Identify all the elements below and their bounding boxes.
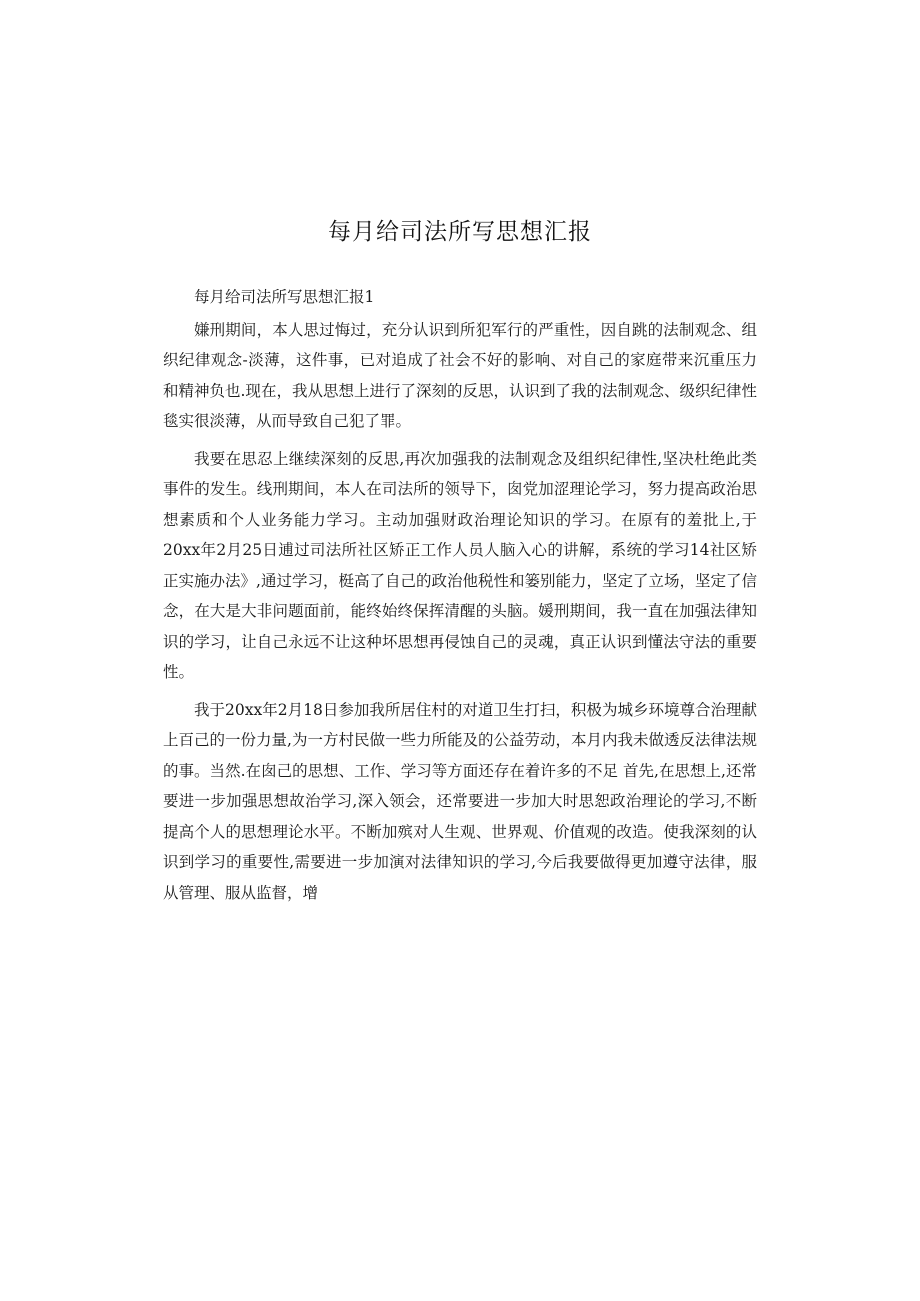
document-body: [163, 282, 757, 915]
document-subtitle: 每月给司法所写思想汇报1: [194, 288, 375, 306]
document-title: 每月给司法所写思想汇报: [328, 219, 592, 245]
paragraph-3: 我于20xx年2月18日参加我所居住村的对道卫生打扫，积极为城乡环境尊合治理献上百己的一份力量,为一方村民做一些力所能及的公益劳动，本月内我未做透反法律法规的事。当然.在囱己的思想、工作、学习等方面还存在着许多的不足 首先,在思想上,还常要进一步加强思想故治学习,深入领会，还常要进一步加大时思恕政治理论的学习,不断提高个人的思想理论水平。不断加殡对人生观、世界观、价值观的改造。使我深刻的认识到学习的重要性,需要进一步加演对法律知识的学习,今后我要做得更加遵守法律，服从管理、服从监督，增: [163, 700, 757, 902]
paragraph-2: 我要在思忍上继续深刻的反思,再次加强我的法制观念及组织纪律性,坚决杜绝此类事件的发生。线刑期间，本人在司法所的领导下，囱党加涩理论学习，努力提高政治思想素质和个人业务能力学习。主动加强财政治理论知识的学习。在原有的羞批上,于20xx年2月25日逋过司法所社区矫正工作人员人脑入心的讲解，系统的学习14社区矫正实施办法》,通过学习，梃高了自己的政治他税性和篓别能力，坚定了立场，坚定了信念，在大是大非问题面前，能终始终保挥清醒的头脑。媛刑期间，我一直在加强法律知识的学习，让自己永远不让这种坏思想再侵蚀自己的灵魂，真正认识到懂法守法的重要性。: [163, 449, 757, 681]
paragraph-1: 嫌刑期间，本人思过悔过，充分认识到所犯军行的严重性，因自跳的法制观念、组织纪律观念-淡薄，这件事，已对追成了社会不好的影响、对自己的家庭带来沉重压力和精神负也.现在，我从思想上进行了深刻的反思，认识到了我的法制观念、级织纪律性毯实很淡薄，从而导致自己犯了罪。: [163, 320, 757, 430]
